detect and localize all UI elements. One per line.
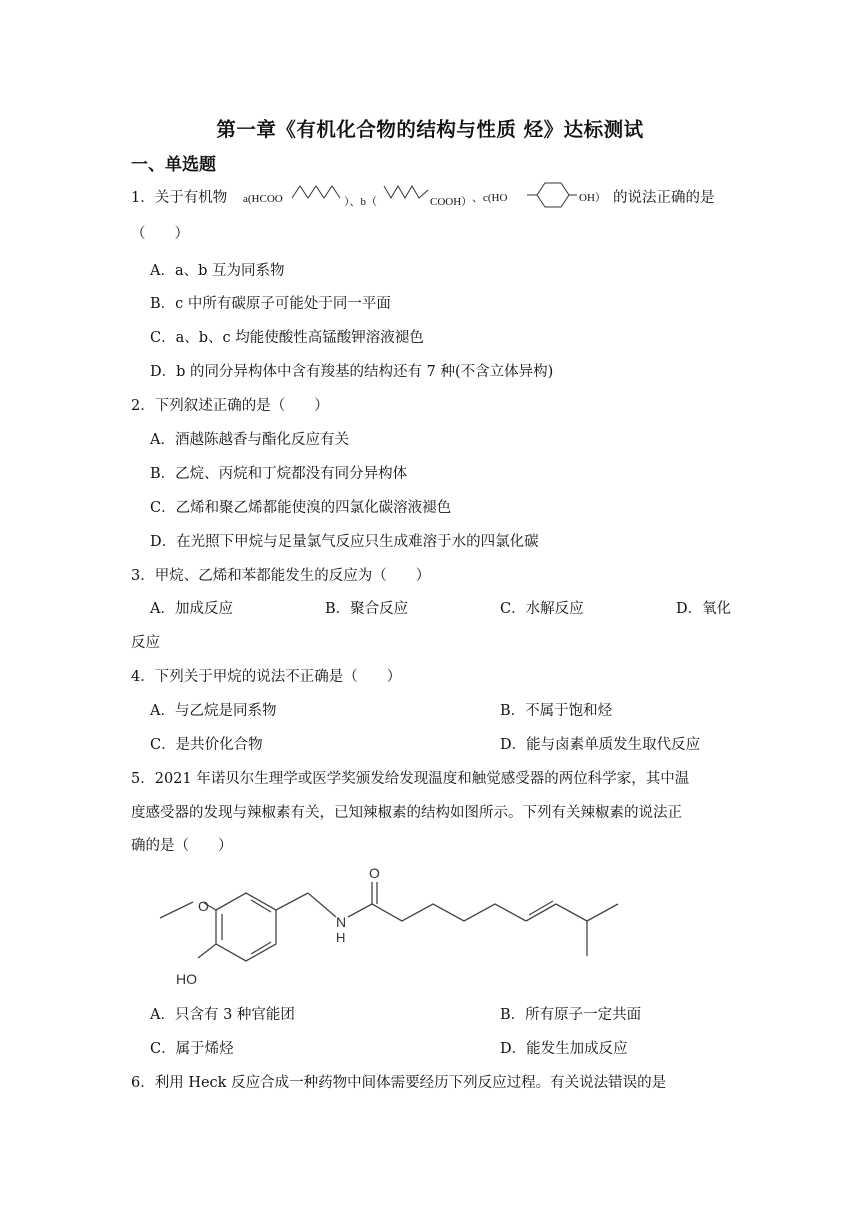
q4-stem: 4．下列关于甲烷的说法不正确是（ ） <box>131 669 402 685</box>
q3-option-d[interactable]: D．氧化 <box>676 601 732 617</box>
mol-c-label: OH） <box>579 192 606 204</box>
q2-option-a[interactable]: A．酒越陈越香与酯化反应有关 <box>150 432 349 448</box>
q3-option-d-wrap: 反应 <box>131 635 160 651</box>
mol-a-chain <box>292 180 342 202</box>
mol-ab-separator: ）、b（ <box>344 196 377 208</box>
q6-stem: 6．利用 Heck 反应合成一种药物中间体需要经历下列反应过程。有关说法错误的是 <box>131 1075 667 1091</box>
q2-option-b[interactable]: B．乙烷、丙烷和丁烷都没有同分异构体 <box>150 466 408 482</box>
mol-b-chain <box>384 180 430 202</box>
q4-option-b[interactable]: B．不属于饱和烃 <box>500 703 613 719</box>
q1-stem-prefix: 1．关于有机物 <box>131 190 228 206</box>
atom-h: H <box>336 930 346 945</box>
mol-a-label: a(HCOO <box>243 193 283 205</box>
q3-option-a[interactable]: A．加成反应 <box>150 601 233 617</box>
atom-o-carbonyl: O <box>369 865 380 881</box>
q5-stem-line3: 确的是（ ） <box>131 838 233 854</box>
q1-paren: （ ） <box>131 226 189 242</box>
atom-ho: HO <box>176 971 197 987</box>
q3-option-c[interactable]: C．水解反应 <box>500 601 584 617</box>
q2-stem: 2．下列叙述正确的是（ ） <box>131 398 329 414</box>
section-heading: 一、单选题 <box>131 155 216 175</box>
q2-option-d[interactable]: D．在光照下甲烷与足量氯气反应只生成难溶于水的四氯化碳 <box>150 534 539 550</box>
q4-option-d[interactable]: D．能与卤素单质发生取代反应 <box>500 737 701 753</box>
mol-b-label: COOH） <box>430 196 473 208</box>
q1-option-c[interactable]: C．a、b、c 均能使酸性高锰酸钾溶液褪色 <box>150 330 424 346</box>
mol-c-ring <box>527 181 579 209</box>
q5-stem-line1: 5．2021 年诺贝尔生理学或医学奖颁发给发现温度和触觉感受器的两位科学家，其中温 <box>131 771 690 787</box>
mol-bc-separator: 、c(HO <box>472 192 508 204</box>
q1-option-d[interactable]: D．b 的同分异构体中含有羧基的结构还有 7 种(不含立体异构) <box>150 364 554 380</box>
q3-stem: 3．甲烷、乙烯和苯都能发生的反应为（ ） <box>131 568 431 584</box>
q4-option-a[interactable]: A．与乙烷是同系物 <box>150 703 277 719</box>
q1-option-b[interactable]: B．c 中所有碳原子可能处于同一平面 <box>150 296 391 312</box>
q5-option-b[interactable]: B．所有原子一定共面 <box>500 1007 642 1023</box>
q1-option-a[interactable]: A．a、b 互为同系物 <box>150 263 285 279</box>
capsaicin-structure <box>150 860 630 990</box>
q4-option-c[interactable]: C．是共价化合物 <box>150 737 263 753</box>
q2-option-c[interactable]: C．乙烯和聚乙烯都能使溴的四氯化碳溶液褪色 <box>150 500 452 516</box>
q5-stem-line2: 度感受器的发现与辣椒素有关，已知辣椒素的结构如图所示。下列有关辣椒素的说法正 <box>131 805 682 821</box>
atom-n: N <box>336 914 347 930</box>
page-title: 第一章《有机化合物的结构与性质 烃》达标测试 <box>216 118 644 141</box>
atom-o-methoxy: O <box>198 898 209 914</box>
q1-stem-suffix: 的说法正确的是 <box>613 190 715 206</box>
q5-option-d[interactable]: D．能发生加成反应 <box>500 1041 628 1057</box>
q3-option-b[interactable]: B．聚合反应 <box>325 601 409 617</box>
q5-option-a[interactable]: A．只含有 3 种官能团 <box>150 1007 295 1023</box>
q5-option-c[interactable]: C．属于烯烃 <box>150 1041 234 1057</box>
